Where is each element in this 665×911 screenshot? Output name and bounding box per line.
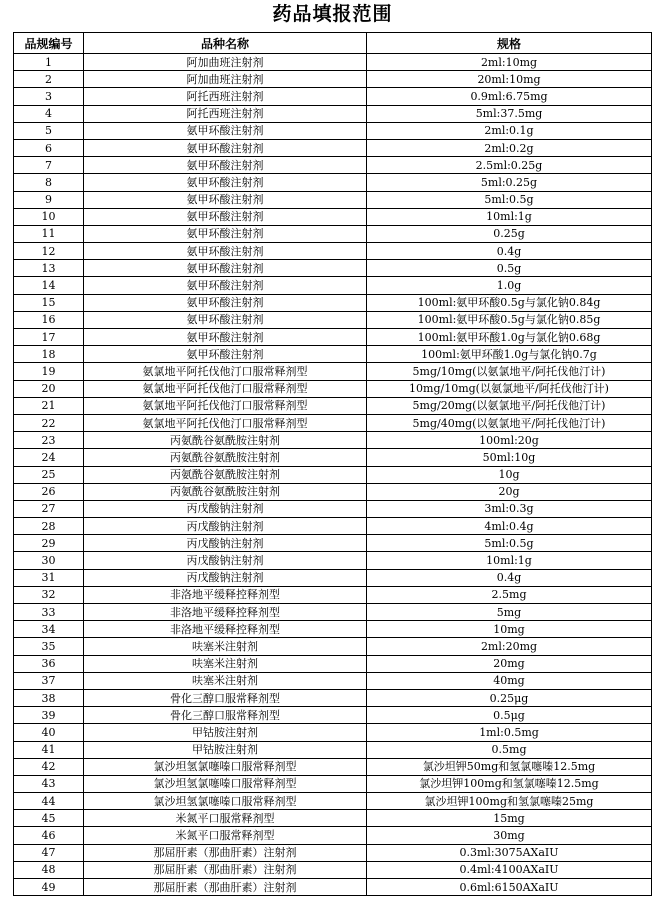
page-title: 药品填报范围 <box>272 3 393 25</box>
cell-drug-name: 非洛地平缓释控释剂型 <box>84 586 367 603</box>
cell-code: 40 <box>14 724 84 741</box>
cell-code: 9 <box>14 191 84 208</box>
cell-drug-name: 非洛地平缓释控释剂型 <box>84 604 367 621</box>
table-row <box>14 311 652 328</box>
table-row <box>14 586 652 603</box>
column-header-spec: 规格 <box>367 33 652 54</box>
cell-code: 38 <box>14 689 84 706</box>
cell-drug-name: 骨化三醇口服常释剂型 <box>84 707 367 724</box>
cell-drug-name: 氨甲环酸注射剂 <box>84 311 367 328</box>
cell-drug-name: 阿托西班注射剂 <box>84 88 367 105</box>
cell-code: 30 <box>14 552 84 569</box>
cell-code: 11 <box>14 225 84 242</box>
cell-spec: 100ml:氨甲环酸1.0g与氯化钠0.7g <box>367 346 652 363</box>
cell-drug-name: 呋塞米注射剂 <box>84 655 367 672</box>
cell-drug-name: 呋塞米注射剂 <box>84 672 367 689</box>
table-row <box>14 466 652 483</box>
cell-code: 34 <box>14 621 84 638</box>
cell-drug-name: 那屈肝素（那曲肝素）注射剂 <box>84 879 367 896</box>
table-row <box>14 569 652 586</box>
cell-code: 33 <box>14 604 84 621</box>
cell-spec: 10mg/10mg(以氨氯地平/阿托伐他汀计) <box>367 380 652 397</box>
cell-spec: 0.5g <box>367 260 652 277</box>
table-row <box>14 724 652 741</box>
cell-spec: 10mg <box>367 621 652 638</box>
table-row <box>14 775 652 792</box>
cell-drug-name: 阿加曲班注射剂 <box>84 71 367 88</box>
cell-spec: 5ml:0.5g <box>367 191 652 208</box>
table-row <box>14 122 652 139</box>
table-row <box>14 449 652 466</box>
cell-drug-name: 氨甲环酸注射剂 <box>84 277 367 294</box>
column-header-name: 品种名称 <box>84 33 367 54</box>
cell-spec: 20g <box>367 483 652 500</box>
cell-drug-name: 氨氯地平阿托伐他汀口服常释剂型 <box>84 397 367 414</box>
cell-code: 6 <box>14 139 84 156</box>
cell-code: 20 <box>14 380 84 397</box>
table-row <box>14 225 652 242</box>
cell-drug-name: 氨甲环酸注射剂 <box>84 346 367 363</box>
cell-code: 35 <box>14 638 84 655</box>
table-row <box>14 879 652 896</box>
table-row <box>14 397 652 414</box>
cell-spec: 0.3ml:3075AXaIU <box>367 844 652 861</box>
cell-code: 22 <box>14 414 84 431</box>
cell-code: 37 <box>14 672 84 689</box>
cell-drug-name: 氨甲环酸注射剂 <box>84 191 367 208</box>
cell-code: 49 <box>14 879 84 896</box>
cell-drug-name: 丙戊酸钠注射剂 <box>84 552 367 569</box>
cell-spec: 0.4g <box>367 569 652 586</box>
cell-spec: 15mg <box>367 810 652 827</box>
cell-code: 4 <box>14 105 84 122</box>
cell-code: 36 <box>14 655 84 672</box>
cell-code: 7 <box>14 157 84 174</box>
cell-spec: 100ml:氨甲环酸0.5g与氯化钠0.84g <box>367 294 652 311</box>
table-body <box>14 54 652 896</box>
cell-code: 17 <box>14 329 84 346</box>
cell-spec: 2.5ml:0.25g <box>367 157 652 174</box>
cell-drug-name: 阿加曲班注射剂 <box>84 54 367 71</box>
cell-spec: 3ml:0.3g <box>367 500 652 517</box>
table-row <box>14 793 652 810</box>
cell-spec: 50ml:10g <box>367 449 652 466</box>
cell-drug-name: 氨甲环酸注射剂 <box>84 122 367 139</box>
cell-code: 32 <box>14 586 84 603</box>
cell-spec: 5ml:37.5mg <box>367 105 652 122</box>
table-row <box>14 157 652 174</box>
cell-drug-name: 那屈肝素（那曲肝素）注射剂 <box>84 861 367 878</box>
cell-drug-name: 氨甲环酸注射剂 <box>84 294 367 311</box>
cell-spec: 0.4ml:4100AXaIU <box>367 861 652 878</box>
cell-code: 3 <box>14 88 84 105</box>
cell-spec: 20mg <box>367 655 652 672</box>
cell-code: 14 <box>14 277 84 294</box>
cell-code: 8 <box>14 174 84 191</box>
cell-drug-name: 氯沙坦氢氯噻嗪口服常释剂型 <box>84 758 367 775</box>
cell-drug-name: 丙氨酰谷氨酰胺注射剂 <box>84 432 367 449</box>
cell-code: 48 <box>14 861 84 878</box>
cell-spec: 2ml:0.2g <box>367 139 652 156</box>
cell-drug-name: 甲钴胺注射剂 <box>84 741 367 758</box>
table-row <box>14 191 652 208</box>
table-row <box>14 604 652 621</box>
cell-spec: 5ml:0.25g <box>367 174 652 191</box>
table-row <box>14 844 652 861</box>
cell-spec: 氯沙坦钾100mg和氢氯噻嗪25mg <box>367 793 652 810</box>
cell-spec: 5mg/20mg(以氨氯地平/阿托伐他汀计) <box>367 397 652 414</box>
cell-spec: 10g <box>367 466 652 483</box>
cell-spec: 2ml:10mg <box>367 54 652 71</box>
cell-code: 45 <box>14 810 84 827</box>
table-row <box>14 810 652 827</box>
cell-drug-name: 氨甲环酸注射剂 <box>84 260 367 277</box>
table-row <box>14 329 652 346</box>
table-row <box>14 552 652 569</box>
cell-code: 29 <box>14 535 84 552</box>
cell-drug-name: 氨氯地平阿托伐他汀口服常释剂型 <box>84 414 367 431</box>
table-row <box>14 707 652 724</box>
cell-spec: 100ml:20g <box>367 432 652 449</box>
cell-spec: 2.5mg <box>367 586 652 603</box>
cell-code: 23 <box>14 432 84 449</box>
cell-spec: 2ml:20mg <box>367 638 652 655</box>
cell-spec: 0.5mg <box>367 741 652 758</box>
cell-spec: 0.9ml:6.75mg <box>367 88 652 105</box>
table-row <box>14 432 652 449</box>
table-row <box>14 208 652 225</box>
cell-code: 19 <box>14 363 84 380</box>
table-row <box>14 346 652 363</box>
cell-drug-name: 呋塞米注射剂 <box>84 638 367 655</box>
cell-drug-name: 丙氨酰谷氨酰胺注射剂 <box>84 466 367 483</box>
cell-spec: 30mg <box>367 827 652 844</box>
cell-code: 44 <box>14 793 84 810</box>
cell-drug-name: 氨甲环酸注射剂 <box>84 157 367 174</box>
cell-drug-name: 丙戊酸钠注射剂 <box>84 518 367 535</box>
cell-spec: 5mg/10mg(以氨氯地平/阿托伐他汀计) <box>367 363 652 380</box>
cell-drug-name: 氯沙坦氢氯噻嗪口服常释剂型 <box>84 775 367 792</box>
table-row <box>14 535 652 552</box>
table-row <box>14 621 652 638</box>
cell-spec: 5mg/40mg(以氨氯地平/阿托伐他汀计) <box>367 414 652 431</box>
cell-drug-name: 氨甲环酸注射剂 <box>84 174 367 191</box>
table-row <box>14 861 652 878</box>
table-row <box>14 483 652 500</box>
table-row <box>14 689 652 706</box>
cell-drug-name: 非洛地平缓释控释剂型 <box>84 621 367 638</box>
cell-spec: 100ml:氨甲环酸0.5g与氯化钠0.85g <box>367 311 652 328</box>
cell-code: 46 <box>14 827 84 844</box>
cell-drug-name: 丙氨酰谷氨酰胺注射剂 <box>84 483 367 500</box>
cell-spec: 10ml:1g <box>367 552 652 569</box>
cell-drug-name: 氨甲环酸注射剂 <box>84 243 367 260</box>
cell-drug-name: 丙氨酰谷氨酰胺注射剂 <box>84 449 367 466</box>
cell-spec: 氯沙坦钾50mg和氢氯噻嗪12.5mg <box>367 758 652 775</box>
cell-code: 24 <box>14 449 84 466</box>
cell-drug-name: 那屈肝素（那曲肝素）注射剂 <box>84 844 367 861</box>
cell-code: 41 <box>14 741 84 758</box>
cell-drug-name: 米氮平口服常释剂型 <box>84 810 367 827</box>
cell-spec: 5mg <box>367 604 652 621</box>
table-row <box>14 139 652 156</box>
table-row <box>14 414 652 431</box>
cell-drug-name: 阿托西班注射剂 <box>84 105 367 122</box>
table-row <box>14 500 652 517</box>
cell-drug-name: 氯沙坦氢氯噻嗪口服常释剂型 <box>84 793 367 810</box>
table-row <box>14 638 652 655</box>
table-row <box>14 380 652 397</box>
table-row <box>14 827 652 844</box>
table-row <box>14 54 652 71</box>
cell-spec: 1ml:0.5mg <box>367 724 652 741</box>
cell-drug-name: 氨甲环酸注射剂 <box>84 208 367 225</box>
cell-drug-name: 骨化三醇口服常释剂型 <box>84 689 367 706</box>
cell-spec: 4ml:0.4g <box>367 518 652 535</box>
table-row <box>14 758 652 775</box>
table-row <box>14 741 652 758</box>
cell-spec: 0.5μg <box>367 707 652 724</box>
table-row <box>14 277 652 294</box>
cell-code: 31 <box>14 569 84 586</box>
cell-spec: 10ml:1g <box>367 208 652 225</box>
cell-code: 15 <box>14 294 84 311</box>
table-row <box>14 243 652 260</box>
cell-drug-name: 甲钴胺注射剂 <box>84 724 367 741</box>
cell-code: 47 <box>14 844 84 861</box>
cell-drug-name: 氨甲环酸注射剂 <box>84 139 367 156</box>
cell-spec: 40mg <box>367 672 652 689</box>
table-row <box>14 174 652 191</box>
table-row <box>14 294 652 311</box>
cell-spec: 100ml:氨甲环酸1.0g与氯化钠0.68g <box>367 329 652 346</box>
cell-spec: 5ml:0.5g <box>367 535 652 552</box>
cell-drug-name: 丙戊酸钠注射剂 <box>84 535 367 552</box>
cell-code: 26 <box>14 483 84 500</box>
cell-drug-name: 氨甲环酸注射剂 <box>84 329 367 346</box>
cell-drug-name: 氨甲环酸注射剂 <box>84 225 367 242</box>
cell-spec: 0.4g <box>367 243 652 260</box>
cell-drug-name: 氨氯地平阿托伐他汀口服常释剂型 <box>84 363 367 380</box>
cell-drug-name: 氨氯地平阿托伐他汀口服常释剂型 <box>84 380 367 397</box>
column-header-code: 品规编号 <box>14 33 84 54</box>
cell-code: 18 <box>14 346 84 363</box>
cell-spec: 0.25μg <box>367 689 652 706</box>
table-row <box>14 655 652 672</box>
cell-spec: 0.25g <box>367 225 652 242</box>
cell-code: 43 <box>14 775 84 792</box>
table-row <box>14 672 652 689</box>
cell-code: 5 <box>14 122 84 139</box>
cell-spec: 2ml:0.1g <box>367 122 652 139</box>
cell-code: 12 <box>14 243 84 260</box>
table-row <box>14 260 652 277</box>
cell-code: 10 <box>14 208 84 225</box>
cell-code: 27 <box>14 500 84 517</box>
cell-code: 39 <box>14 707 84 724</box>
cell-spec: 氯沙坦钾100mg和氢氯噻嗪12.5mg <box>367 775 652 792</box>
cell-code: 13 <box>14 260 84 277</box>
cell-drug-name: 丙戊酸钠注射剂 <box>84 569 367 586</box>
cell-code: 25 <box>14 466 84 483</box>
drug-table <box>13 32 652 896</box>
cell-spec: 0.6ml:6150AXaIU <box>367 879 652 896</box>
table-row <box>14 518 652 535</box>
table-header-row <box>14 33 652 54</box>
table-row <box>14 71 652 88</box>
cell-spec: 20ml:10mg <box>367 71 652 88</box>
cell-drug-name: 米氮平口服常释剂型 <box>84 827 367 844</box>
cell-drug-name: 丙戊酸钠注射剂 <box>84 500 367 517</box>
table-row <box>14 105 652 122</box>
cell-code: 21 <box>14 397 84 414</box>
cell-code: 42 <box>14 758 84 775</box>
cell-code: 28 <box>14 518 84 535</box>
table-row <box>14 88 652 105</box>
cell-code: 1 <box>14 54 84 71</box>
cell-spec: 1.0g <box>367 277 652 294</box>
cell-code: 2 <box>14 71 84 88</box>
cell-code: 16 <box>14 311 84 328</box>
table-row <box>14 363 652 380</box>
